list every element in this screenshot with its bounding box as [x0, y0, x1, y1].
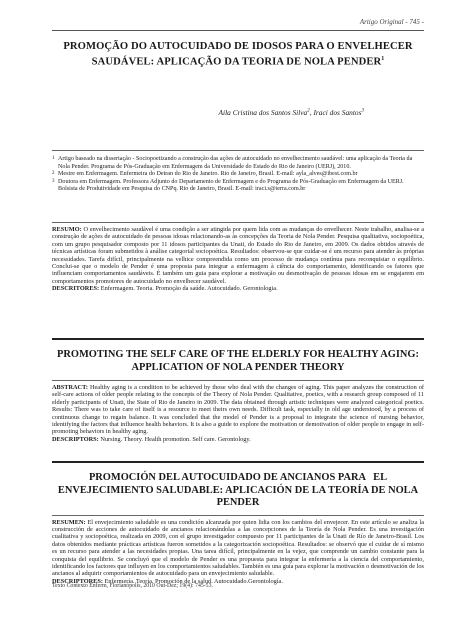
abstract-paragraph: [52, 381, 424, 436]
header-rule: [52, 30, 424, 31]
title-es-line1: PROMOCIÓN DEL AUTOCUIDADO DE ANCIANOS PARA EL: [88, 472, 388, 483]
resumen-text: El envejecimiento saludable es una condición alcanzada por quien lidia con los cambios del envejecer. En este artículo se analiza la construcción de acciones de autocuidado de ancianos relacionándolas a las concepciones de la Teoría de Nola Pender. Es una investigación cualitativa y sociopoética, realizada en 2009, con el grupo investigador compuesto por 11 participantes de la Unati de Río de Janeiro-Brasil. Los datos obtenidos mediante prácticas artísticas fueron sometidos a la categorización sociopoética. Resultados: se observó que el cuidar de sí mismo es un recurso para atender a las necesidades propias. Una tarea difícil, principalmente en la vejez, que comprende un cambio constante para la conquista del equilibrio. Se concluyó que el modelo de Pender es una propuesta para integrar la enfermería a la ciencia del comportamiento, identificando los factores que influyen en los comportamientos saludables. También es una guía para explorar la motivación o desmotivación de los ancianos al adquirir comportamientos de autocuidado para un envejecimiento saludable.: [52, 518, 424, 578]
title-es-line3: PENDER: [216, 497, 260, 508]
footnote-1: [52, 156, 424, 171]
author-1-mark: 2: [307, 108, 310, 114]
running-head: Artigo Original - 745 -: [359, 18, 424, 26]
english-section: [52, 338, 424, 443]
title-pt: [52, 40, 424, 69]
spanish-top-rule: [52, 461, 424, 463]
resumo-text: O envelhecimento saudável é uma condição a ser atingida por quem lida com as mudanças do envelhecer. Neste trabalho, analisa-se a construção de ações de autocuidado de pessoas idosas relacionando-as às concepções da Teoria de Nola Pender. Pesquisa qualitativa, sociopoética, com um grupo pesquisador composto por 11 idosos participantes da Unati, do Estado do Rio de Janeiro, em 2009. Os dados obtidos através de técnicas artísticas foram submetidos à análise categorial sociopoética. Resultados: observou-se que cuidar-se é um recurso para atender às próprias necessidades. Tarefa difícil, principalmente na velhice compreendida como um processo de mudança contínua para reconquistar o equilíbrio. Conclui-se que o modelo de Pender é uma proposta para integrar a enfermagem à ciência do comportamento, identificando os fatores que influenciam comportamentos saudáveis. É também um guia para explorar a motivação ou desmotivação de pessoas idosas em se engajarem em comportamentos promotores de autocuidado no envelhecer saudável.: [52, 226, 424, 285]
abstract-text: Healthy aging is a condition to be achieved by those who deal with the changes of aging. This paper analyzes the construction of self-care actions of older people relating to the concepts of the Theory of Nola Pender. Qualitative, poetics, with a research group composed of 11 elderly participants of Unati, the State of Rio de Janeiro in 2009. The data obtained through artistic techniques were analyzed categorical poetics. Results: There was to take care of itself is a resource to meet theirs own needs. Difficult task, especially in old age understood, by a process of continuous change to regain balance. It was concluded that the model of Pender is a proposal to integrate the science of nursing behavior, identifying the factors that influence health behaviors. It is also a guide to explore the motivation or demotivation of older people to engage in self-promoting behaviors in healthy aging.: [52, 384, 424, 436]
authors: [52, 108, 364, 117]
descriptores-text: Enfermería. Teoría. Promoción de la salud. Autocuidado.Gerontología.: [104, 577, 283, 585]
title-en-line2: APPLICATION OF NOLA PENDER THEORY: [131, 361, 345, 373]
descriptores-label: DESCRIPTORES:: [52, 577, 103, 585]
resumen-paragraph: [52, 516, 424, 578]
resumo-label: RESUMO:: [52, 226, 82, 233]
title-footnote-mark: 1: [381, 56, 385, 62]
footnote-1-text: Artigo baseado na dissertação - Sociopoetizando a construção das ações de autocuidado no envelhecimento saudável: uma aplicação da Teoria da Nola Pender. Programa de Pós-Graduação em Enfermagem da Universidade do Estado do Rio de Janeiro (UERJ), 2010.: [58, 156, 413, 170]
abstract-label: ABSTRACT:: [52, 384, 88, 391]
footnote-2-text: Mestre em Enfermagem. Enfermeira do Detran do Rio de Janeiro. Rio de Janeiro, Brasil. E-mail: ayla_alves@ibest.com.br: [58, 171, 358, 178]
author-2-mark: 3: [361, 108, 364, 114]
resumen-label: RESUMEN:: [52, 518, 86, 526]
author-2: Iraci dos Santos: [313, 108, 362, 117]
descritores: [52, 285, 424, 292]
descritores-label: DESCRITORES:: [52, 285, 100, 293]
footnote-3-mark: 3: [52, 178, 55, 184]
footnote-3-text: Doutora em Enfermagem. Professora Adjunto do Departamento de Enfermagem e do Programa de Pós-Graduação em Enfermagem da UERJ. Bolsista de Produtividade em Pesquisa do CNPq. Rio de Janeiro, Brasil. E-mail: iraci.s@terra.com.br: [58, 178, 404, 193]
footnote-2-mark: 2: [52, 171, 55, 177]
resumo-section: [52, 222, 424, 293]
descritores-text: Enfermagem. Teoria. Promoção da saúde. Autocuidado. Gerontologia.: [100, 285, 278, 293]
title-en-line1: PROMOTING THE SELF CARE OF THE ELDERLY FOR HEALTHY AGING:: [57, 349, 419, 360]
title-pt-line2: SAUDÁVEL: APLICAÇÃO DA TEORIA DE NOLA PENDER: [91, 56, 382, 68]
resumo-paragraph: [52, 223, 424, 285]
title-es-line2: ENVEJECIMIENTO SALUDABLE: APLICACIÓN DE LA TEORÍA DE NOLA: [57, 484, 419, 496]
title-es: [52, 472, 424, 510]
title-pt-line1: PROMOÇÃO DO AUTOCUIDADO DE IDOSOS PARA O ENVELHECER: [63, 41, 413, 52]
english-top-rule: [52, 338, 424, 340]
footnotes-section: [52, 150, 424, 194]
descriptors-label: DESCRIPTORS:: [52, 435, 99, 443]
footnote-2: [52, 171, 424, 179]
author-1: Aila Cristina dos Santos Silva: [218, 108, 308, 117]
footnote-3: [52, 179, 424, 194]
page-footer: Texto Contexto Enferm, Florianópolis, 2010 Out-Dez; 19(4): 745-53.: [52, 583, 213, 589]
title-en: [52, 349, 424, 374]
author-separator: ,: [309, 108, 314, 117]
footnote-1-mark: 1: [52, 156, 55, 161]
spanish-section: [52, 461, 424, 585]
descriptors-text: Nursing. Theory. Health promotion. Self care. Gerontology.: [100, 435, 251, 443]
descriptors: [52, 436, 424, 443]
